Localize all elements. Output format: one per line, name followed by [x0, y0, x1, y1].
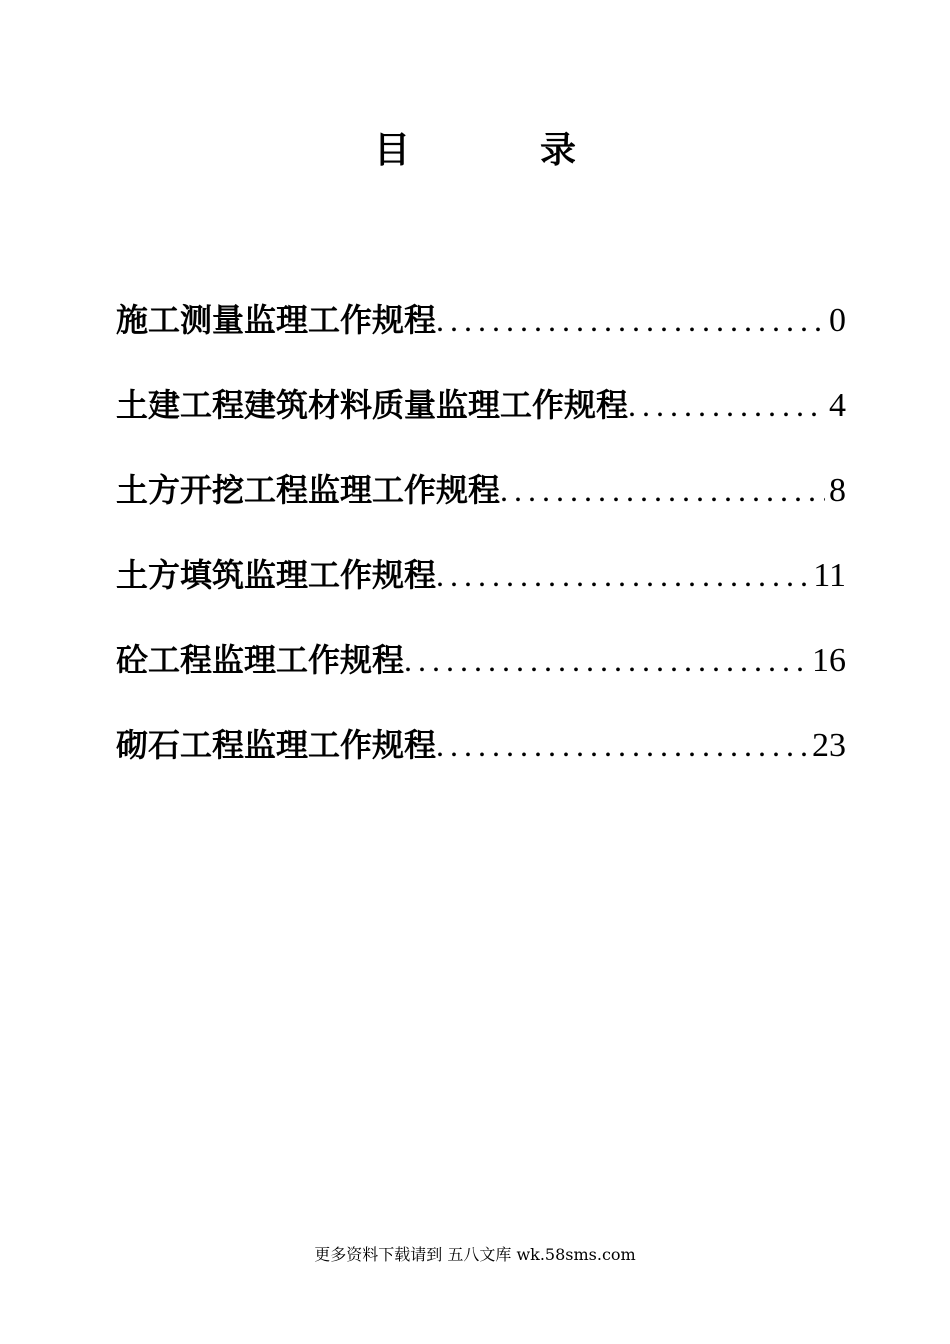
toc-entry[interactable] — [116, 468, 846, 553]
page-title — [0, 128, 950, 172]
toc-dot-leader — [500, 468, 825, 512]
toc-dot-leader — [404, 638, 808, 682]
toc-dot-leader — [436, 298, 825, 342]
toc-entry-page: 16 — [812, 642, 846, 679]
toc-entry[interactable] — [116, 723, 846, 808]
toc-entry-page: 8 — [829, 472, 846, 509]
toc-entry-label: 土方填筑监理工作规程 — [116, 556, 437, 594]
toc-entry-label: 砌石工程监理工作规程 — [116, 726, 437, 764]
toc-entry[interactable] — [116, 298, 846, 383]
toc-entry-label: 土建工程建筑材料质量监理工作规程 — [116, 386, 629, 424]
toc-entry-label: 施工测量监理工作规程 — [116, 301, 437, 339]
toc-entry-page: 4 — [829, 387, 846, 424]
toc-dot-leader — [628, 383, 825, 427]
footer-note: 更多资料下载请到 五八文库 wk.58sms.com — [314, 1245, 636, 1264]
toc-entry-page: 11 — [813, 557, 846, 594]
toc-entry-label: 土方开挖工程监理工作规程 — [116, 471, 501, 509]
toc-entry-label: 砼工程监理工作规程 — [116, 641, 405, 679]
table-of-contents — [116, 298, 846, 808]
toc-entry-page: 0 — [829, 302, 846, 339]
title-char-1: 目 — [373, 129, 410, 171]
toc-entry-page: 23 — [812, 727, 846, 764]
toc-dot-leader — [436, 723, 808, 767]
toc-entry[interactable] — [116, 553, 846, 638]
title-char-2: 录 — [540, 129, 577, 171]
toc-entry[interactable] — [116, 638, 846, 723]
toc-entry[interactable] — [116, 383, 846, 468]
toc-dot-leader — [436, 553, 809, 597]
